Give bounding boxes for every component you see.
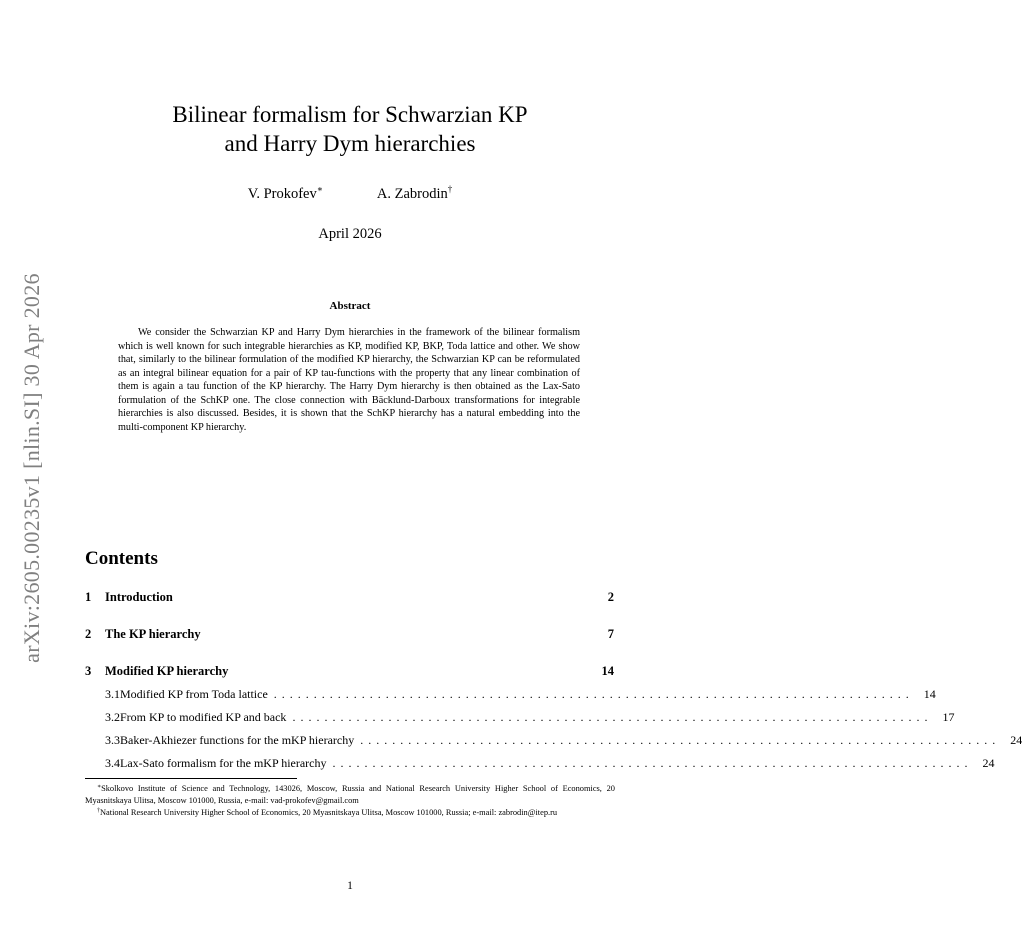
footnote-1 — [85, 782, 615, 806]
toc-entry-title: Introduction — [105, 590, 173, 604]
toc-entry-3-4[interactable] — [85, 756, 995, 771]
toc-entry-title: Modified KP hierarchy — [105, 664, 229, 678]
toc-entry-number: 3.1 — [105, 687, 120, 701]
author-1 — [248, 184, 323, 203]
abstract-heading: Abstract — [329, 300, 371, 312]
author-2 — [377, 184, 452, 203]
toc-entry-3[interactable] — [85, 664, 614, 679]
toc-entry-3-1[interactable] — [85, 687, 936, 702]
toc-entry-page: 17 — [942, 710, 955, 724]
arxiv-identifier-text: arXiv:2605.00235v1 [nlin.SI] 30 Apr 2026 — [19, 273, 44, 663]
toc-dot-leader: ................................................................................ — [273, 687, 914, 701]
footnote-2-mark: † — [97, 808, 100, 815]
footnote-2 — [85, 806, 615, 819]
toc-entry-1[interactable] — [85, 590, 614, 605]
toc-entry-page: 24 — [1010, 733, 1022, 747]
toc-entry-number: 3.3 — [105, 733, 120, 747]
toc-entry-page: 24 — [982, 756, 995, 770]
toc-entry-title: Modified KP from Toda lattice — [120, 687, 268, 701]
toc-dot-leader: ................................................................................ — [360, 733, 1001, 747]
contents-heading: Contents — [85, 548, 158, 569]
title-line-2: and Harry Dym hierarchies — [224, 131, 476, 156]
toc-entry-page: 2 — [607, 590, 614, 604]
page-number: 1 — [347, 880, 353, 892]
toc-dot-leader: ................................................................................ — [332, 756, 973, 770]
footnote-2-text: National Research University Higher School of Economics, 20 Myasnitskaya Ulitsa, Moscow 101000, Russia; e-mail: zabrodin@itep.ru — [100, 808, 558, 818]
footnote-divider — [85, 778, 297, 779]
toc-entry-3-3[interactable] — [85, 733, 1022, 748]
toc-entry-number: 3.4 — [105, 756, 120, 770]
toc-entry-title: From KP to modified KP and back — [120, 710, 287, 724]
toc-entry-page: 14 — [601, 664, 614, 678]
toc-entry-number: 3.2 — [105, 710, 120, 724]
toc-entry-title: Baker-Akhiezer functions for the mKP hierarchy — [120, 733, 355, 747]
toc-entry-title: Lax-Sato formalism for the mKP hierarchy — [120, 756, 327, 770]
author-list — [120, 184, 580, 203]
toc-entry-2[interactable] — [85, 627, 614, 642]
title-line-1: Bilinear formalism for Schwarzian KP — [172, 102, 528, 127]
toc-entry-3-2[interactable] — [85, 710, 955, 725]
author-1-name: V. Prokofev — [247, 186, 317, 202]
toc-entry-title: The KP hierarchy — [105, 627, 201, 641]
toc-entry-number: 1 — [85, 590, 92, 604]
footnote-1-text: Skolkovo Institute of Science and Technology, 143026, Moscow, Russia and National Research University Higher School of Economics, 20 Myasnitskaya Ulitsa, Moscow 101000, Russia, e-mail: vad-prokofev@gmail.com — [85, 784, 615, 805]
footnotes — [85, 782, 615, 819]
toc-entry-number: 2 — [85, 627, 92, 641]
author-2-mark: † — [447, 184, 453, 194]
toc-entry-number: 3 — [85, 664, 92, 678]
toc-dot-leader: ................................................................................ — [292, 710, 933, 724]
paper-date: April 2026 — [318, 226, 382, 242]
author-1-mark: ∗ — [316, 184, 323, 194]
toc-entry-page: 7 — [607, 627, 614, 641]
arxiv-identifier-stamp — [17, 258, 47, 678]
abstract-text: We consider the Schwarzian KP and Harry Dym hierarchies in the framework of the bilinear formalism which is well known for such integrable hierarchies as KP, modified KP, BKP, Toda lattice and other. We show that, similarly to the bilinear formulation of the modified KP hierarchy, the Schwarzian KP can be reformulated as an integral bilinear equation for a pair of KP tau-functions with the property that any linear combination of them is again a tau function of the KP hierarchy. The Harry Dym hierarchy is then obtained as the Lax-Sato formulation of the SchKP one. The close connection with Bäcklund-Darboux transformations for integrable hierarchies is also discussed. Besides, it is shown that the SchKP hierarchy has a natural embedding into the multi-component KP hierarchy. — [118, 327, 580, 433]
footnote-1-mark: ∗ — [97, 784, 102, 790]
paper-title — [120, 100, 580, 158]
author-2-name: A. Zabrodin — [376, 186, 448, 202]
toc-entry-page: 14 — [923, 687, 936, 701]
